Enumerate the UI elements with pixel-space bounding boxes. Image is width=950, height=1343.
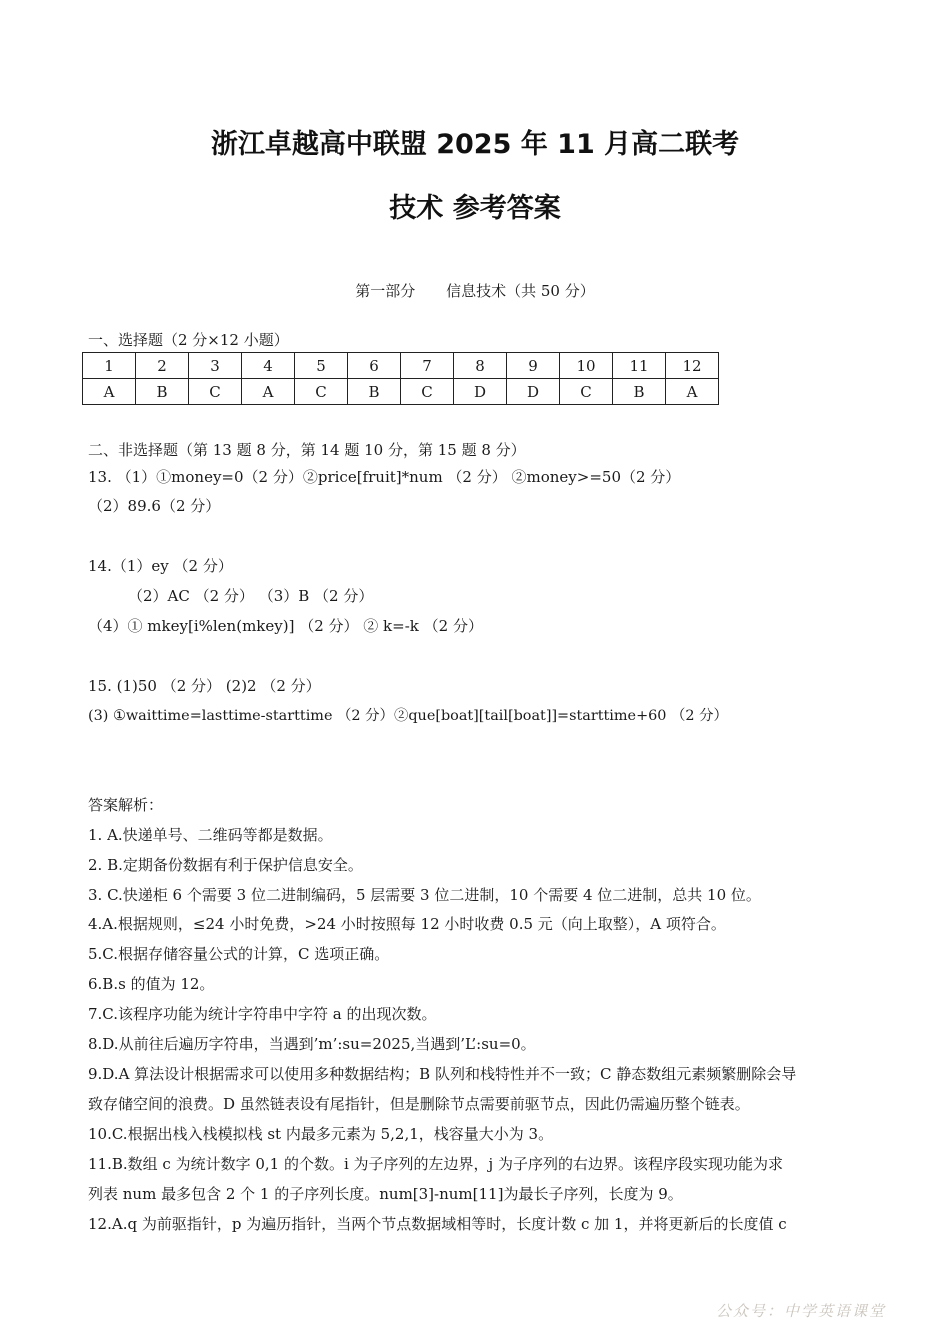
table-cell: 2 bbox=[136, 353, 189, 379]
explanation-item: 列表 num 最多包含 2 个 1 的子序列长度。num[3]-num[11]为最长子序列，长度为 9。 bbox=[88, 1185, 683, 1203]
table-cell: 3 bbox=[189, 353, 242, 379]
table-cell: 5 bbox=[295, 353, 348, 379]
table-cell: 11 bbox=[613, 353, 666, 379]
explanation-item: 致存储空间的浪费。D 虽然链表设有尾指针，但是删除节点需要前驱节点，因此仍需遍历整个链表。 bbox=[88, 1095, 750, 1113]
table-cell: A bbox=[666, 379, 719, 405]
table-cell: 7 bbox=[401, 353, 454, 379]
table-cell: 1 bbox=[83, 353, 136, 379]
explanation-item: 1. A.快递单号、二维码等都是数据。 bbox=[88, 826, 333, 844]
table-cell: B bbox=[136, 379, 189, 405]
q14-line1: 14.（1）ey （2 分） bbox=[88, 557, 233, 575]
table-cell: 12 bbox=[666, 353, 719, 379]
page-title: 浙江卓越高中联盟 2025 年 11 月高二联考 bbox=[210, 129, 740, 160]
table-cell: 4 bbox=[242, 353, 295, 379]
part-name: 第一部分 bbox=[355, 282, 416, 300]
table-cell: 6 bbox=[348, 353, 401, 379]
explanation-item: 7.C.该程序功能为统计字符串中字符 a 的出现次数。 bbox=[88, 1005, 437, 1023]
answer-table-answers-row bbox=[83, 379, 719, 405]
explanation-item: 5.C.根据存储容量公式的计算，C 选项正确。 bbox=[88, 945, 390, 963]
table-cell: D bbox=[507, 379, 560, 405]
table-cell: 9 bbox=[507, 353, 560, 379]
table-cell: C bbox=[401, 379, 454, 405]
explanation-item: 4.A.根据规则，≤24 小时免费，>24 小时按照每 12 小时收费 0.5 元（向上取整），A 项符合。 bbox=[88, 915, 726, 933]
explanation-item: 11.B.数组 c 为统计数字 0,1 的个数。i 为子序列的左边界，j 为子序列的右边界。该程序段实现功能为求 bbox=[88, 1155, 783, 1173]
explanation-item: 6.B.s 的值为 12。 bbox=[88, 975, 215, 993]
part-heading bbox=[0, 280, 950, 301]
table-cell: C bbox=[560, 379, 613, 405]
q15-line2: (3) ①waittime=lasttime-starttime （2 分）②que[boat][tail[boat]]=starttime+60 （2 分） bbox=[88, 708, 728, 724]
page-subtitle: 技术 参考答案 bbox=[389, 193, 561, 224]
answer-table-numbers-row bbox=[83, 353, 719, 379]
q15-line1: 15. (1)50 （2 分） (2)2 （2 分） bbox=[88, 677, 321, 695]
table-cell: A bbox=[242, 379, 295, 405]
table-cell: 8 bbox=[454, 353, 507, 379]
table-cell: B bbox=[613, 379, 666, 405]
table-cell: A bbox=[83, 379, 136, 405]
explanation-item: 3. C.快递柜 6 个需要 3 位二进制编码，5 层需要 3 位二进制，10 个需要 4 位二进制，总共 10 位。 bbox=[88, 886, 761, 904]
explanation-item: 10.C.根据出栈入栈模拟栈 st 内最多元素为 5,2,1，栈容量大小为 3。 bbox=[88, 1125, 554, 1143]
watermark: 公众号：中学英语课堂 bbox=[715, 1302, 886, 1320]
explanation-item: 12.A.q 为前驱指针，p 为遍历指针，当两个节点数据域相等时，长度计数 c 加 1，并将更新后的长度值 c bbox=[88, 1215, 787, 1233]
q13-line1: 13. （1）①money=0（2 分）②price[fruit]*num （2 分） ②money>=50（2 分） bbox=[88, 468, 681, 486]
explanation-heading: 答案解析： bbox=[88, 796, 164, 814]
explanation-item: 9.D.A 算法设计根据需求可以使用多种数据结构；B 队列和栈特性并不一致；C 静态数组元素频繁删除会导 bbox=[88, 1065, 797, 1083]
section2-heading: 二、非选择题（第 13 题 8 分，第 14 题 10 分，第 15 题 8 分） bbox=[88, 441, 526, 459]
explanation-item: 8.D.从前往后遍历字符串，当遇到’m’:su=2025,当遇到’L’:su=0。 bbox=[88, 1035, 536, 1053]
table-cell: B bbox=[348, 379, 401, 405]
answer-table bbox=[82, 352, 719, 405]
q14-line3: （4）① mkey[i%len(mkey)] （2 分） ② k=-k （2 分） bbox=[88, 617, 483, 635]
table-cell: C bbox=[189, 379, 242, 405]
section1-heading: 一、选择题（2 分×12 小题） bbox=[88, 331, 289, 349]
table-cell: C bbox=[295, 379, 348, 405]
q14-line2: （2）AC （2 分） （3）B （2 分） bbox=[128, 587, 374, 605]
q13-line2: （2）89.6（2 分） bbox=[88, 497, 221, 515]
table-cell: 10 bbox=[560, 353, 613, 379]
part-subject: 信息技术（共 50 分） bbox=[446, 282, 595, 300]
explanation-item: 2. B.定期备份数据有利于保护信息安全。 bbox=[88, 856, 363, 874]
table-cell: D bbox=[454, 379, 507, 405]
